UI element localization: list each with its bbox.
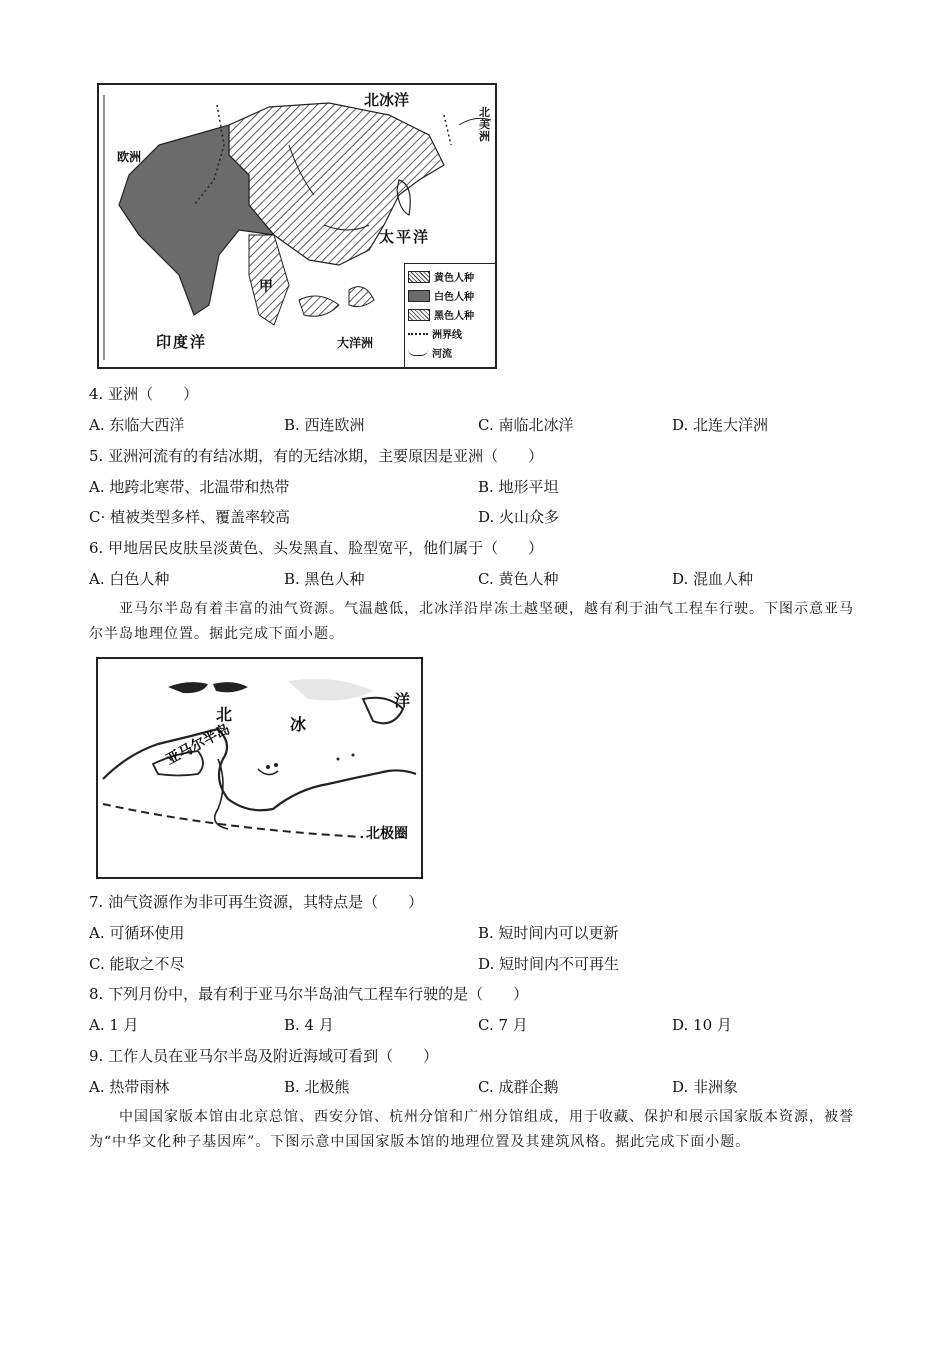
legend-white: 白色人种 xyxy=(408,288,474,303)
q8-option-a[interactable]: A. 1 月 xyxy=(89,1016,139,1034)
oceania-label: 大洋洲 xyxy=(337,336,374,350)
map2-bei-label: 北 xyxy=(216,705,233,724)
q5-option-c[interactable]: C· 植被类型多样、覆盖率较高 xyxy=(89,508,291,526)
q9-option-d[interactable]: D. 非洲象 xyxy=(672,1078,739,1096)
map-legend xyxy=(404,263,496,368)
q9-stem: 9. 工作人员在亚马尔半岛及附近海域可看到（ ） xyxy=(89,1047,439,1065)
map2-bing-label: 冰 xyxy=(290,715,307,734)
asia-race-map xyxy=(97,83,497,369)
legend-boundary: 洲界线 xyxy=(408,326,462,341)
q6-option-d[interactable]: D. 混血人种 xyxy=(672,570,754,588)
legend-yellow: 黄色人种 xyxy=(408,269,474,284)
location-jia-label: 甲 xyxy=(259,279,273,295)
white-race-swatch xyxy=(408,290,430,302)
q8-option-b[interactable]: B. 4 月 xyxy=(284,1016,334,1034)
yamal-peninsula-map xyxy=(96,657,423,879)
q7-option-a[interactable]: A. 可循环使用 xyxy=(89,924,185,942)
river-swatch xyxy=(408,349,428,356)
q4-option-d[interactable]: D. 北连大洋洲 xyxy=(672,416,769,434)
q4-option-b[interactable]: B. 西连欧洲 xyxy=(284,416,365,434)
boundary-line-swatch xyxy=(408,333,428,335)
q4-option-a[interactable]: A. 东临大西洋 xyxy=(89,416,185,434)
black-race-swatch xyxy=(408,309,430,321)
q6-option-b[interactable]: B. 黑色人种 xyxy=(284,570,365,588)
map2-yang-label: 洋 xyxy=(394,691,411,710)
q8-stem: 8. 下列月份中，最有利于亚马尔半岛油气工程车行驶的是（ ） xyxy=(89,985,529,1003)
q6-option-a[interactable]: A. 白色人种 xyxy=(89,570,170,588)
europe-label: 欧洲 xyxy=(117,150,142,164)
arctic-circle-label: 北极圈 xyxy=(366,826,408,842)
north-america-label: 北美洲 xyxy=(479,106,490,143)
yamal-map-drawing xyxy=(98,659,421,877)
q6-stem: 6. 甲地居民皮肤呈淡黄色、头发黑直、脸型宽平，他们属于（ ） xyxy=(89,539,544,557)
q7-option-d[interactable]: D. 短时间内不可再生 xyxy=(478,955,620,973)
q4-option-c[interactable]: C. 南临北冰洋 xyxy=(478,416,574,434)
q7-stem: 7. 油气资源作为非可再生资源，其特点是（ ） xyxy=(89,893,424,911)
q5-stem: 5. 亚洲河流有的有结冰期，有的无结冰期，主要原因是亚洲（ ） xyxy=(89,447,544,465)
q9-option-c[interactable]: C. 成群企鹅 xyxy=(478,1078,559,1096)
q5-option-d[interactable]: D. 火山众多 xyxy=(478,508,560,526)
yamal-peninsula-label: 亚马尔半岛 xyxy=(163,721,233,769)
yellow-race-swatch xyxy=(408,271,430,283)
passage-archives: 中国国家版本馆由北京总馆、西安分馆、杭州分馆和广州分馆组成，用于收藏、保护和展示国家版本资源，被誉为“中华文化种子基因库”。下图示意中国国家版本馆的地理位置及其建筑风格。据此完成下面小题。 xyxy=(89,1109,854,1150)
passage-yamal: 亚马尔半岛有着丰富的油气资源。气温越低，北冰洋沿岸冻土越坚硬，越有利于油气工程车行驶。下图示意亚马尔半岛地理位置。据此完成下面小题。 xyxy=(89,601,854,642)
q9-option-b[interactable]: B. 北极熊 xyxy=(284,1078,350,1096)
q5-option-a[interactable]: A. 地跨北寒带、北温带和热带 xyxy=(89,478,290,496)
q8-option-c[interactable]: C. 7 月 xyxy=(478,1016,528,1034)
q4-stem: 4. 亚洲（ ） xyxy=(89,385,199,403)
indian-ocean-label: 印度洋 xyxy=(156,333,208,351)
arctic-ocean-label: 北冰洋 xyxy=(364,91,410,109)
pacific-ocean-label: 太平洋 xyxy=(379,228,431,246)
legend-black: 黑色人种 xyxy=(408,307,474,322)
q6-option-c[interactable]: C. 黄色人种 xyxy=(478,570,559,588)
q7-option-c[interactable]: C. 能取之不尽 xyxy=(89,955,185,973)
q9-option-a[interactable]: A. 热带雨林 xyxy=(89,1078,170,1096)
q8-option-d[interactable]: D. 10 月 xyxy=(672,1016,732,1034)
legend-river: 河流 xyxy=(408,345,452,360)
q7-option-b[interactable]: B. 短时间内可以更新 xyxy=(478,924,619,942)
q5-option-b[interactable]: B. 地形平坦 xyxy=(478,478,559,496)
